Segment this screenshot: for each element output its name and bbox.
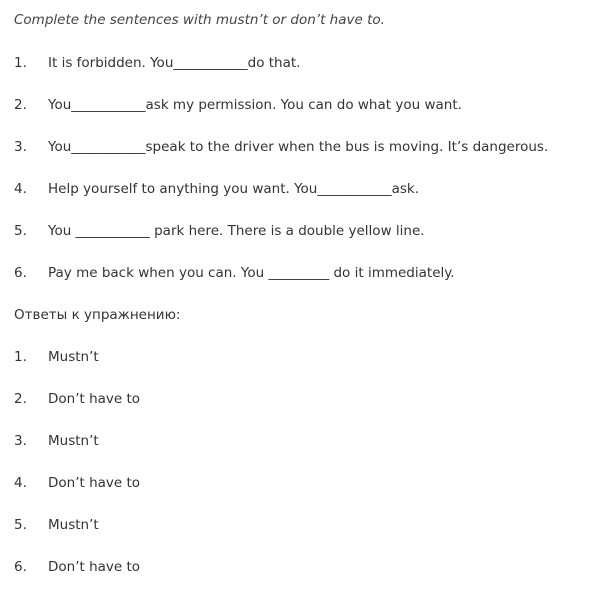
answer-item	[14, 474, 140, 492]
item-number: 3.	[14, 139, 27, 155]
item-text: Pay me back when you can. You _________ do it immediately.	[48, 265, 455, 281]
item-number: 3.	[14, 433, 27, 449]
exercise-item	[14, 54, 300, 72]
answer-item	[14, 558, 140, 576]
item-number: 4.	[14, 181, 27, 197]
item-number: 2.	[14, 391, 27, 407]
item-number: 5.	[14, 517, 27, 533]
item-text: Don’t have to	[48, 475, 141, 491]
item-text: Don’t have to	[48, 559, 141, 575]
exercise-item	[14, 222, 425, 240]
item-text: It is forbidden. You___________do that.	[48, 55, 301, 71]
exercise-item	[14, 96, 462, 114]
instruction-text: Complete the sentences with mustn’t or don’t have to.	[14, 12, 385, 28]
item-number: 6.	[14, 265, 27, 281]
answer-item	[14, 390, 140, 408]
answers-heading: Ответы к упражнению:	[14, 307, 181, 323]
answer-item	[14, 516, 99, 534]
item-number: 2.	[14, 97, 27, 113]
item-text: Mustn’t	[48, 349, 99, 365]
item-text: You ___________ park here. There is a double yellow line.	[48, 223, 425, 239]
item-text: You___________ask my permission. You can do what you want.	[48, 97, 462, 113]
item-text: Don’t have to	[48, 391, 141, 407]
item-number: 5.	[14, 223, 27, 239]
item-number: 1.	[14, 349, 27, 365]
item-text: You___________speak to the driver when the bus is moving. It’s dangerous.	[48, 139, 549, 155]
item-text: Mustn’t	[48, 517, 99, 533]
item-number: 6.	[14, 559, 27, 575]
exercise-item	[14, 180, 419, 198]
item-number: 1.	[14, 55, 27, 71]
item-text: Help yourself to anything you want. You___________ask.	[48, 181, 420, 197]
item-number: 4.	[14, 475, 27, 491]
item-text: Mustn’t	[48, 433, 99, 449]
answer-item	[14, 432, 99, 450]
exercise-item	[14, 138, 548, 156]
exercise-item	[14, 264, 455, 282]
answer-item	[14, 348, 99, 366]
